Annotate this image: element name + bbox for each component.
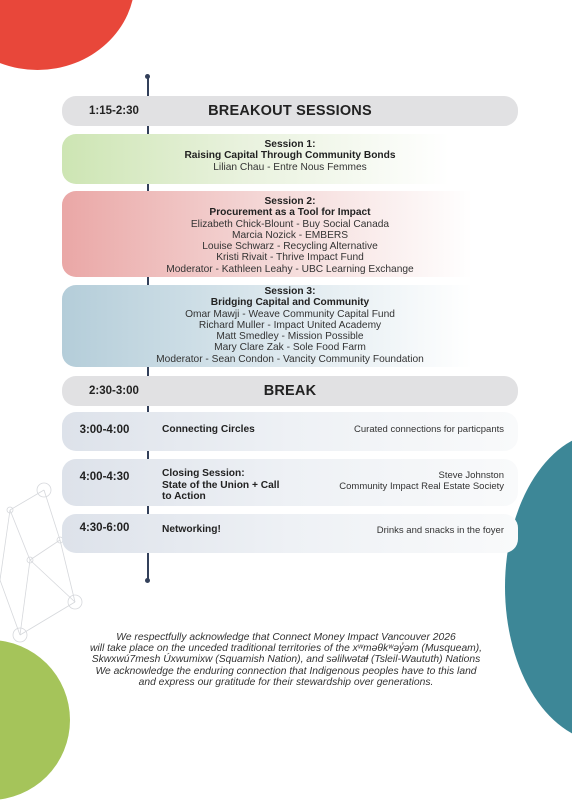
moderator: Moderator - Kathleen Leahy - UBC Learning Exchange bbox=[166, 263, 414, 275]
session-1-card bbox=[62, 134, 518, 184]
speaker: Lilian Chau - Entre Nous Femmes bbox=[213, 161, 367, 173]
session-label: Session 1: bbox=[264, 139, 316, 150]
acknowledgement-line: will take place on the unceded traditional territories of the xʷməθkʷəy̓əm (Musqueam), bbox=[89, 643, 483, 655]
row-title-line: to Action bbox=[162, 491, 206, 502]
session-title: Raising Capital Through Community Bonds bbox=[184, 150, 396, 162]
presenter-organization: Community Impact Real Estate Society bbox=[339, 481, 504, 492]
speaker: Marcia Nozick - EMBERS bbox=[231, 229, 349, 241]
row-time: 4:30-6:00 bbox=[79, 522, 130, 534]
session-2-card bbox=[62, 191, 518, 277]
speaker: Louise Schwarz - Recycling Alternative bbox=[202, 241, 378, 253]
session-title: Procurement as a Tool for Impact bbox=[209, 207, 371, 219]
speaker: Elizabeth Chick-Blount - Buy Social Canada bbox=[190, 218, 390, 230]
acknowledgement-line: Skwxwú7mesh Úxwumixw (Squamish Nation), and səlilwətaɬ (Tsleil-Waututh) Nations bbox=[91, 654, 481, 666]
row-description: Drinks and snacks in the foyer bbox=[376, 525, 504, 536]
session-title: Bridging Capital and Community bbox=[210, 297, 370, 309]
row-description bbox=[339, 470, 504, 492]
acknowledgement-line: We respectfully acknowledge that Connect Money Impact Vancouver 2026 bbox=[116, 632, 456, 643]
row-time: 3:00-4:00 bbox=[79, 424, 130, 436]
row-title: Connecting Circles bbox=[162, 424, 255, 435]
acknowledgement-line: and express our gratitude for their stewardship over generations. bbox=[138, 676, 434, 688]
row-title bbox=[162, 468, 279, 503]
row-description: Curated connections for particpants bbox=[354, 424, 504, 435]
moderator: Moderator - Sean Condon - Vancity Community Foundation bbox=[156, 353, 424, 365]
break-time: 2:30-3:00 bbox=[89, 385, 139, 397]
row-time: 4:00-4:30 bbox=[79, 471, 130, 483]
schedule-row-closing-session bbox=[62, 459, 518, 506]
break-header-bar bbox=[62, 376, 518, 406]
land-acknowledgement bbox=[40, 632, 532, 688]
schedule-row-networking bbox=[62, 514, 518, 553]
decorative-red-circle bbox=[0, 0, 135, 70]
row-title-line: Closing Session: bbox=[162, 468, 245, 479]
speaker: Richard Muller - Impact United Academy bbox=[198, 319, 382, 331]
session-3-card bbox=[62, 285, 518, 367]
speaker: Mary Clare Zak - Sole Food Farm bbox=[214, 342, 366, 354]
acknowledgement-line: We acknowledge the enduring connection that Indigenous peoples have to this land bbox=[95, 665, 477, 677]
speaker: Matt Smedley - Mission Possible bbox=[216, 331, 364, 343]
breakout-time: 1:15-2:30 bbox=[89, 105, 139, 117]
presenter-name: Steve Johnston bbox=[438, 470, 504, 481]
schedule-row-connecting-circles bbox=[62, 412, 518, 451]
breakout-header-bar bbox=[62, 96, 518, 126]
row-title: Networking! bbox=[162, 524, 221, 535]
speaker: Kristi Rivait - Thrive Impact Fund bbox=[216, 252, 364, 264]
breakout-title: BREAKOUT SESSIONS bbox=[208, 103, 372, 119]
break-title: BREAK bbox=[263, 383, 317, 399]
speaker: Omar Mawji - Weave Community Capital Fund bbox=[185, 308, 395, 320]
row-title-line: State of the Union + Call bbox=[162, 479, 280, 491]
session-label: Session 3: bbox=[264, 286, 316, 297]
session-label: Session 2: bbox=[264, 196, 316, 207]
